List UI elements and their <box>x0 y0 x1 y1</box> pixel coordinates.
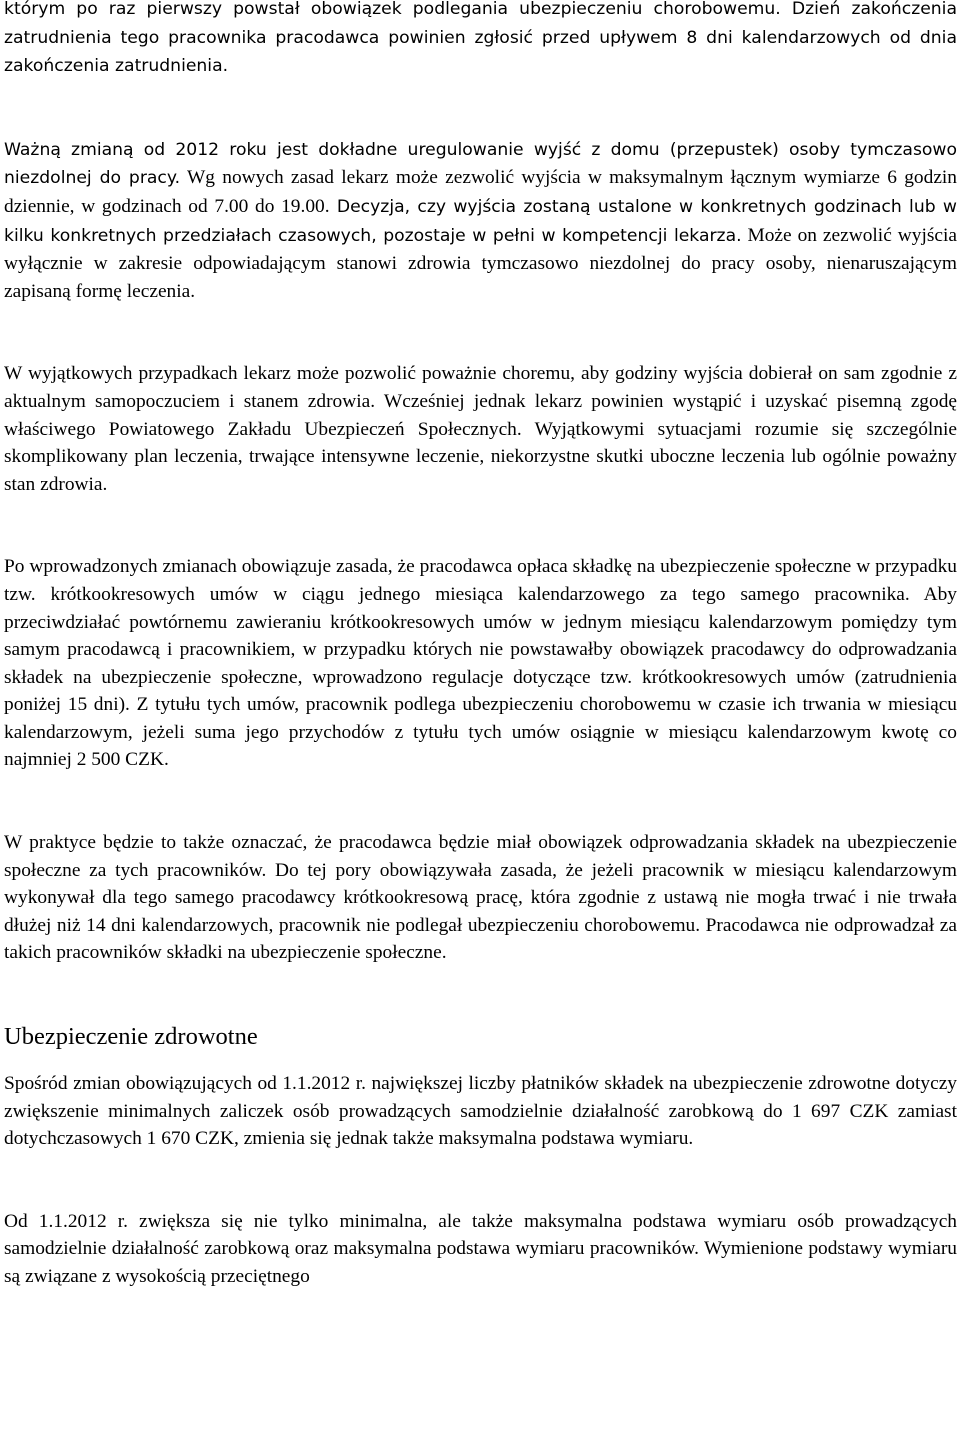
document-page <box>4 0 957 1291</box>
paragraph-maximum-base: Od 1.1.2012 r. zwiększa się nie tylko minimalna, ale także maksymalna podstawa wymiaru osób prowadzących samodzielnie działalność zarobkową oraz maksymalna podstawa wymiaru pracowników. Wymienione podstawy wymiaru są związane z wysokością przeciętnego <box>4 1210 957 1287</box>
paragraph-spacer <box>4 81 957 136</box>
paragraph-sickness-registration <box>4 0 957 81</box>
paragraph-spacer <box>4 305 957 360</box>
paragraph-text: którym po raz pierwszy powstał obowiązek podlegania ubezpieczeniu chorobowemu. Dzień zakończenia zatrudnienia tego pracownika pracodawca powinien zgłosić przed upływem 8 dni kalendarzowych od dnia zakończenia zatrudnienia. <box>4 0 957 77</box>
paragraph-text: Decyzja, czy wyjścia zostaną ustalone w konkretnych godzinach lub w kilku konkretnych przedziałach czasowych, pozostaje w pełni w kompetencji lekarza. <box>4 196 957 246</box>
heading-spacer <box>4 1052 957 1070</box>
paragraph-leave-exits <box>4 136 957 306</box>
paragraph-spacer <box>4 967 957 1022</box>
paragraph-text: Może on zezwolić wyjścia wyłącznie w zakresie odpowiadającym stanowi zdrowia tymczasowo niezdolnej do pracy osoby, nienaruszającym zapisaną formę leczenia. <box>4 224 957 302</box>
paragraph-spacer <box>4 1153 957 1208</box>
paragraph-spacer <box>4 774 957 829</box>
paragraph-spacer <box>4 498 957 553</box>
paragraph-minimum-advances: Spośród zmian obowiązujących od 1.1.2012 r. największej liczby płatników składek na ubezpieczenie zdrowotne dotyczy zwiększenie minimalnych zaliczek osób prowadzących samodzielnie działalność zarobkową do 1 697 CZK zamiast dotychczasowych 1 670 CZK, zmienia się jednak także maksymalna podstawa wymiaru. <box>4 1073 957 1150</box>
section-heading: Ubezpieczenie zdrowotne <box>4 1023 258 1051</box>
paragraph-text: Wg nowych zasad lekarz może zezwolić wyjścia w maksymalnym łącznym wymiarze 6 godzin dziennie, w godzinach od 7.00 do 19.00. <box>4 167 958 217</box>
paragraph-text: Ważną zmianą od 2012 roku jest dokładne uregulowanie wyjść z domu (przepustek) osoby tymczasowo niezdolnej do pracy. <box>4 139 957 189</box>
paragraph-practical-meaning: W praktyce będzie to także oznaczać, że pracodawca będzie miał obowiązek odprowadzania składek na ubezpieczenie społeczne za tych pracowników. Do tej pory obowiązywała zasada, że jeżeli pracownik w miesiącu kalendarzowym wykonywał dla tego samego pracodawcy krótkookresową pracę, która zgodnie z ustawą nie mogła trwać i nie trwała dłużej niż 14 dni kalendarzowych, pracownik nie podlegał ubezpieczeniu chorobowemu. Pracodawca nie odprowadzał za takich pracowników składki na ubezpieczenie społeczne. <box>4 832 957 964</box>
paragraph-short-term-contracts: Po wprowadzonych zmianach obowiązuje zasada, że pracodawca opłaca składkę na ubezpieczenie społeczne w przypadku tzw. krótkookresowych umów w ciągu jednego miesiąca kalendarzowego za tego samego pracownika. Aby przeciwdziałać powtórnemu zawieraniu krótkookresowych umów w jednym miesiącu kalendarzowym pomiędzy tym samym pracodawcą i pracownikiem, w przypadku których nie powstawałby obowiązek pracodawcy do odprowadzania składek na ubezpieczenie społeczne, wprowadzono regulacje dotyczące tzw. krótkookresowych umów (zatrudnienia poniżej 15 dni). Z tytułu tych umów, pracownik podlega ubezpieczeniu chorobowemu w czasie ich trwania w miesiącu kalendarzowym, jeżeli suma jego przychodów z tytułu tych umów osiągnie w miesiącu kalendarzowym kwotę co najmniej 2 500 CZK. <box>4 556 957 771</box>
paragraph-exceptional-cases: W wyjątkowych przypadkach lekarz może pozwolić poważnie choremu, aby godziny wyjścia dobierał on sam zgodnie z aktualnym samopoczuciem i stanem zdrowia. Wcześniej jednak lekarz powinien wystąpić i uzyskać pisemną zgodę właściwego Powiatowego Zakładu Ubezpieczeń Społecznych. Wyjątkowymi sytuacjami rozumie się szczególnie skomplikowany plan leczenia, trwające intensywne leczenie, niekorzystne skutki uboczne leczenia lub ogólnie poważny stan zdrowia. <box>4 363 957 495</box>
